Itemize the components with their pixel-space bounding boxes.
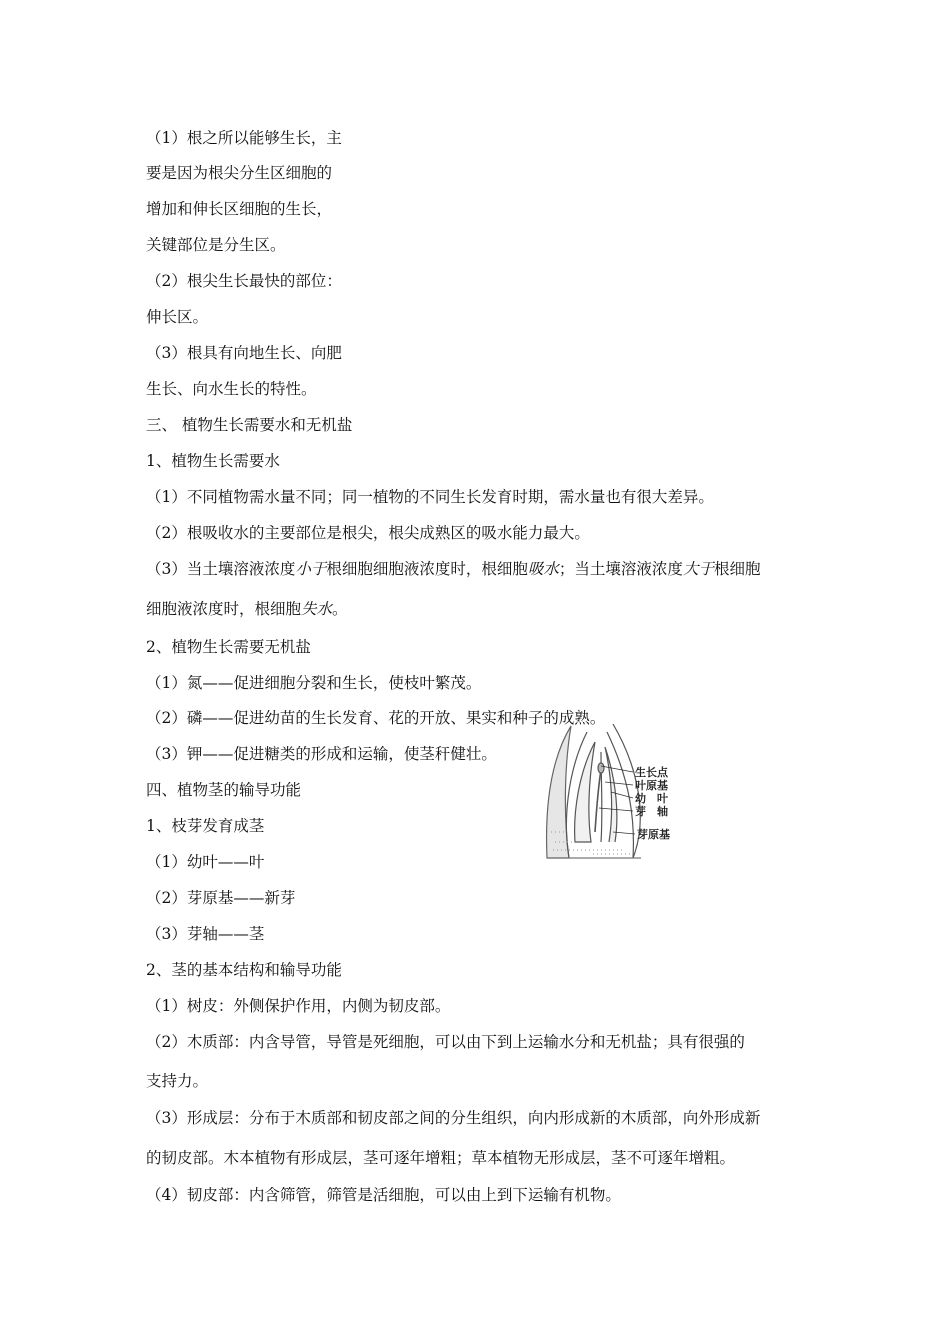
text-line: 生长、向水生长的特性。: [146, 380, 317, 398]
text-line: 增加和伸长区细胞的生长，: [146, 200, 333, 218]
bud-structure-figure: [543, 722, 689, 862]
text-line: （1）树皮：外侧保护作用，内侧为韧皮部。: [146, 997, 451, 1015]
emphasis-text: 失水: [301, 600, 333, 618]
text-span: 根细胞: [713, 560, 761, 578]
text-line: [146, 599, 348, 619]
subsection-heading: 2、植物生长需要无机盐: [146, 638, 311, 656]
section-heading: 四、植物茎的输导功能: [146, 781, 302, 799]
figure-label: 幼 叶: [635, 792, 668, 805]
text-line: 要是因为根尖分生区细胞的: [146, 164, 333, 182]
text-span: ；当土壤溶液浓度: [558, 560, 683, 578]
text-line: 关键部位是分生区。: [146, 236, 286, 254]
text-span: （3）当土壤溶液浓度: [146, 560, 296, 578]
text-line: （3）芽轴——茎: [146, 925, 265, 943]
text-span: 细胞液浓度时，根细胞: [146, 600, 302, 618]
figure-label: 芽 轴: [635, 805, 668, 818]
text-line: （2）磷——促进幼苗的生长发育、花的开放、果实和种子的成熟。: [146, 709, 606, 727]
text-span: 。: [332, 600, 348, 618]
subsection-heading: 1、枝芽发育成茎: [146, 817, 265, 835]
figure-label: 芽原基: [637, 828, 670, 841]
section-heading: 三、 植物生长需要水和无机盐: [146, 416, 353, 434]
text-line: 伸长区。: [146, 308, 209, 326]
figure-label: 叶原基: [635, 779, 668, 792]
subsection-heading: 1、植物生长需要水: [146, 452, 280, 470]
bud-drawing: [547, 724, 641, 858]
text-line: （2）芽原基——新芽: [146, 889, 296, 907]
text-line: 的韧皮部。木本植物有形成层，茎可逐年增粗；草本植物无形成层，茎不可逐年增粗。: [146, 1149, 736, 1167]
text-line: （1）根之所以能够生长，主: [146, 129, 342, 147]
emphasis-text: 吸水: [527, 560, 559, 578]
subsection-heading: 2、茎的基本结构和输导功能: [146, 961, 342, 979]
text-line: （3）钾——促进糖类的形成和运输，使茎秆健壮。: [146, 745, 497, 763]
text-line: [146, 559, 760, 579]
text-line: （2）木质部：内含导管，导管是死细胞，可以由下到上运输水分和无机盐；具有很强的: [146, 1033, 745, 1051]
text-line: （4）韧皮部：内含筛管，筛管是活细胞，可以由上到下运输有机物。: [146, 1186, 621, 1204]
text-line: （2）根吸收水的主要部位是根尖，根尖成熟区的吸水能力最大。: [146, 524, 590, 542]
text-line: （1）氮——促进细胞分裂和生长，使枝叶繁茂。: [146, 674, 482, 692]
text-line: （2）根尖生长最快的部位：: [146, 272, 342, 290]
text-line: （1）幼叶——叶: [146, 853, 265, 871]
emphasis-text: 小于: [295, 560, 327, 578]
text-line: （3）形成层：分布于木质部和韧皮部之间的分生组织，向内形成新的木质部，向外形成新: [146, 1109, 761, 1127]
figure-label: 生长点: [635, 766, 668, 779]
text-line: 支持力。: [146, 1072, 209, 1090]
text-line: （1）不同植物需水量不同；同一植物的不同生长发育时期，需水量也有很大差异。: [146, 488, 714, 506]
emphasis-text: 大于: [682, 560, 714, 578]
text-span: 根细胞细胞液浓度时，根细胞: [326, 560, 528, 578]
text-line: （3）根具有向地生长、向肥: [146, 344, 342, 362]
